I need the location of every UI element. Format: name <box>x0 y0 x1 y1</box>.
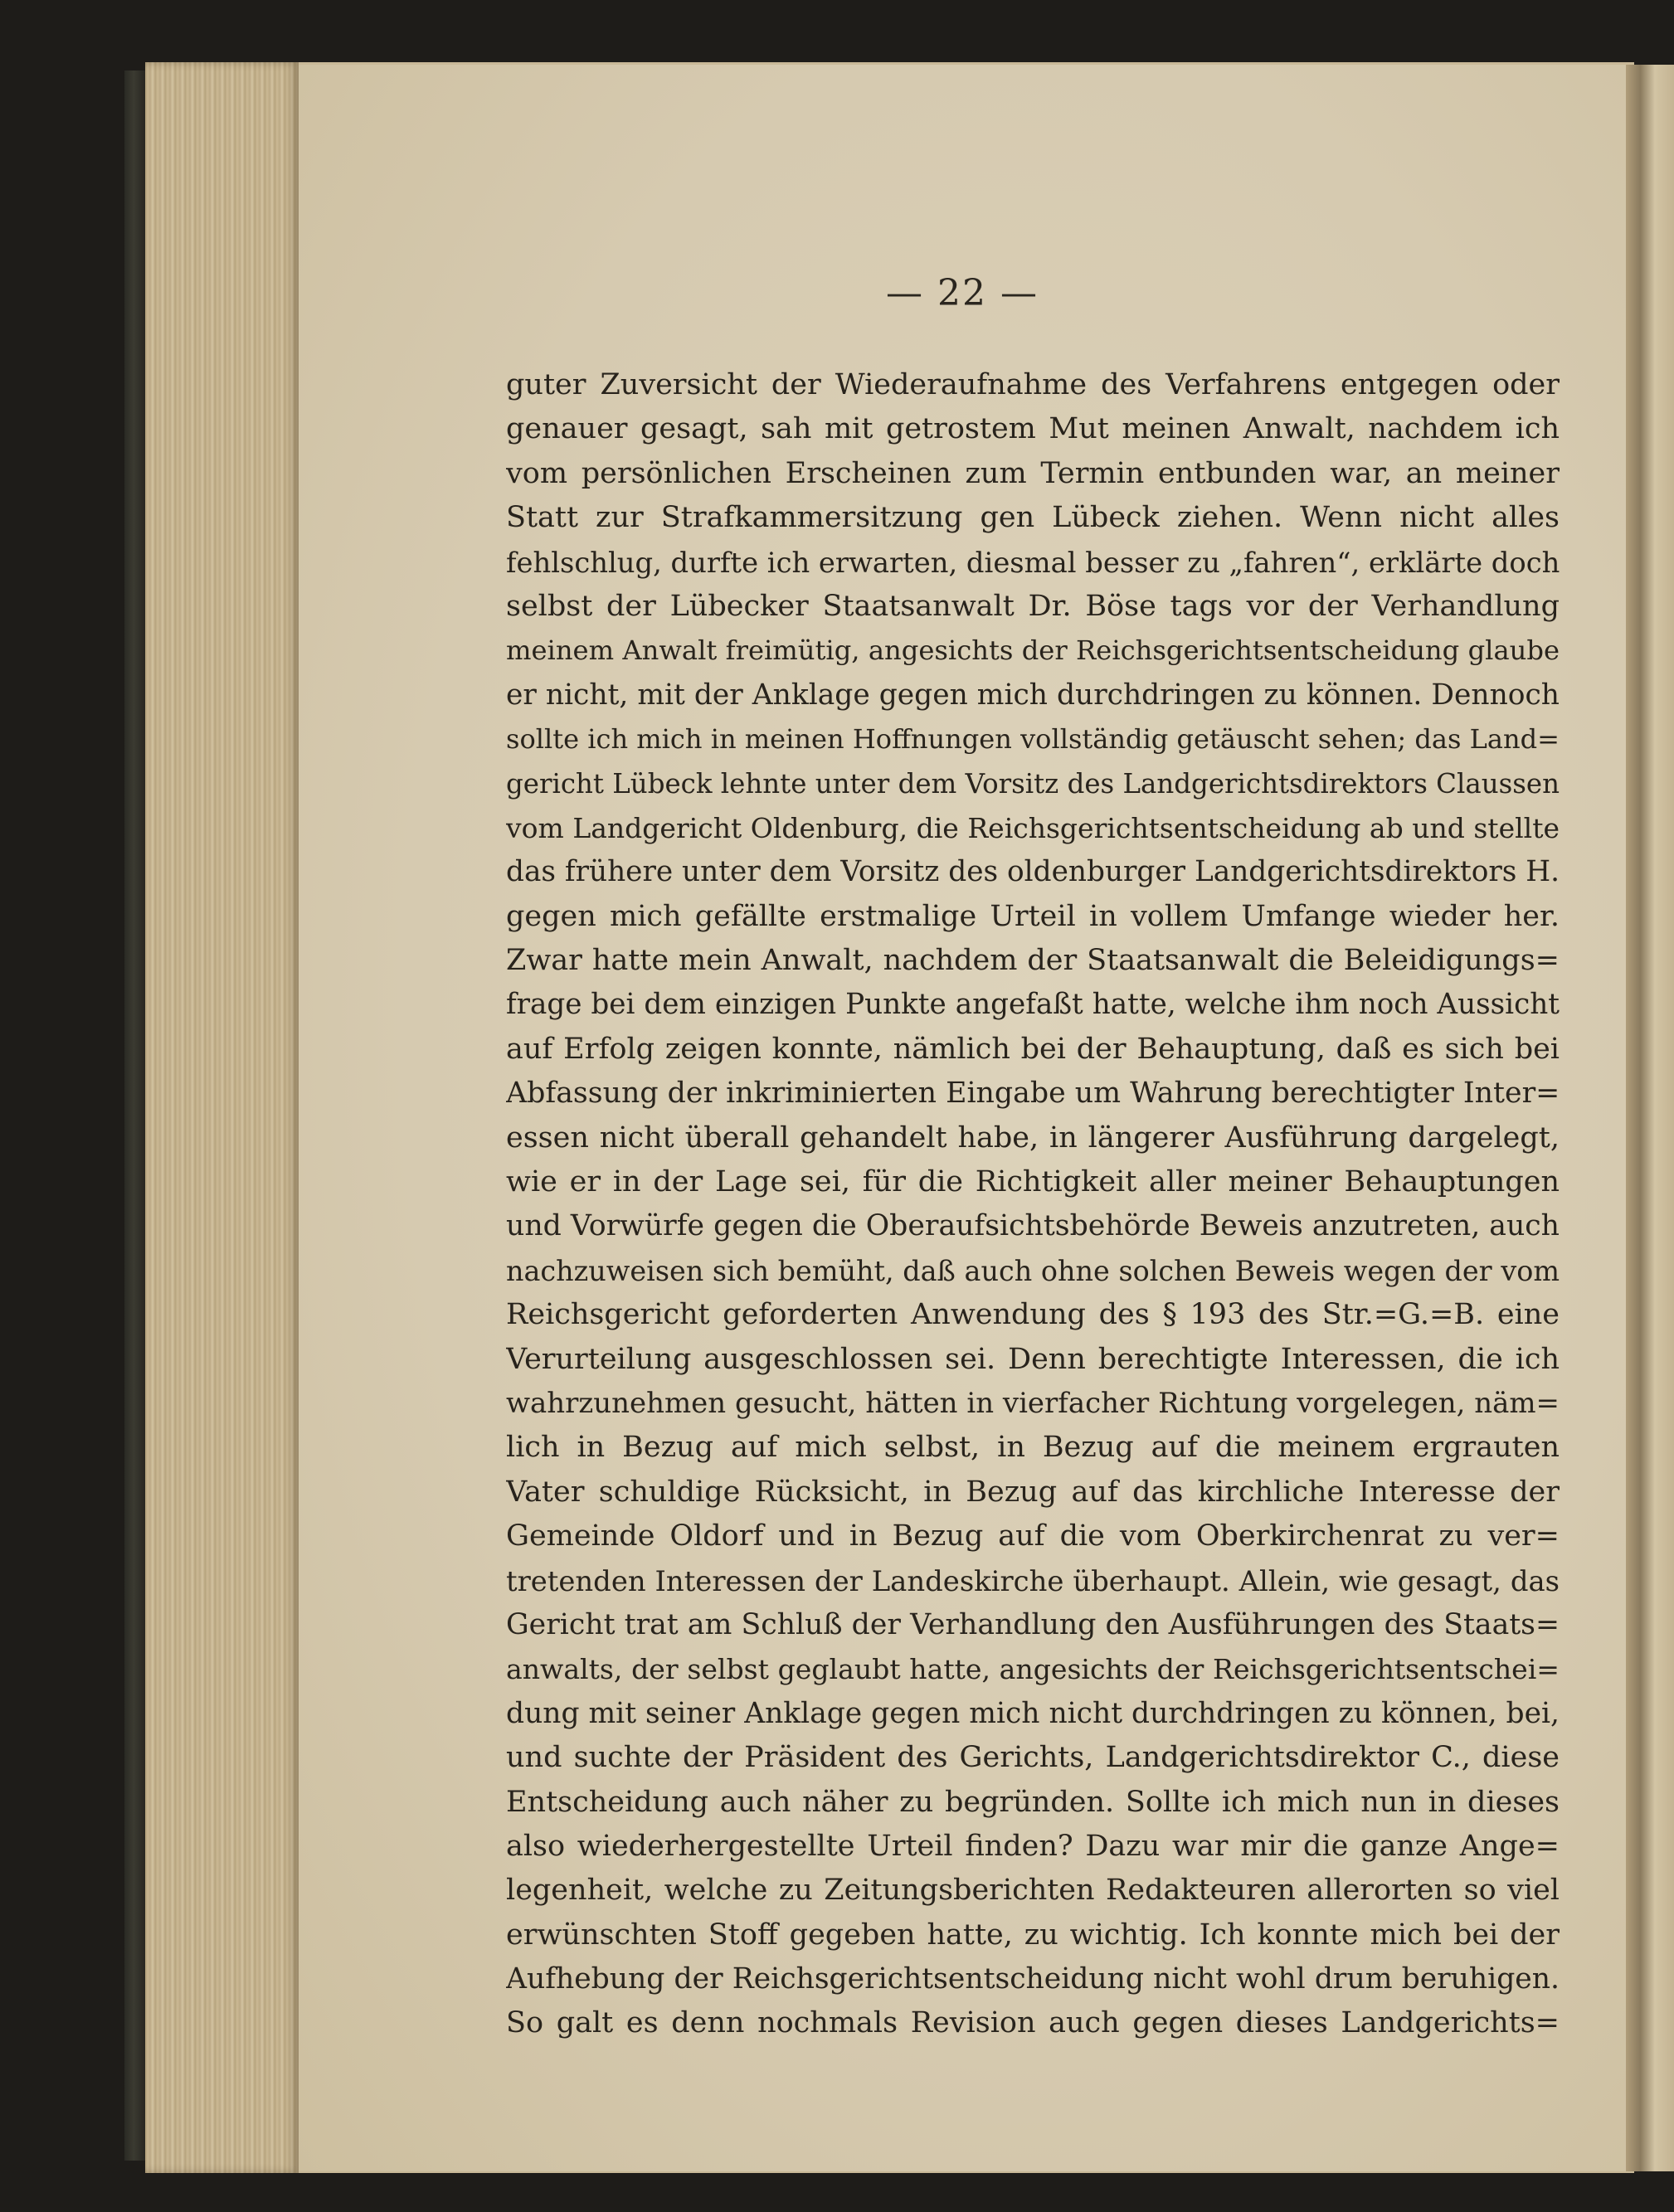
text-line: Gericht trat am Schluß der Verhandlung den Ausführungen des Staats= <box>506 1607 1560 1641</box>
text-line: und suchte der Präsident des Gerichts, Landgerichtsdirektor C., diese <box>506 1741 1560 1775</box>
text-line: Abfassung der inkriminierten Eingabe um Wahrung berechtigter Inter= <box>506 1077 1560 1111</box>
text-line: also wiederhergestellte Urteil finden? Dazu war mir die ganze Ange= <box>506 1829 1560 1863</box>
text-line: Zwar hatte mein Anwalt, nachdem der Staatsanwalt die Beleidigungs= <box>506 944 1560 978</box>
text-line: gegen mich gefällte erstmalige Urteil in vollem Umfange wieder her. <box>506 899 1560 933</box>
page-number: — 22 — <box>886 272 1039 314</box>
facing-page-edge <box>1626 65 1674 2171</box>
text-line: legenheit, welche zu Zeitungsberichten Redakteuren allerorten so viel <box>506 1874 1560 1908</box>
text-line: guter Zuversicht der Wiederaufnahme des Verfahrens entgegen oder <box>506 368 1560 401</box>
text-line: vom Landgericht Oldenburg, die Reichsgerichtsentscheidung ab und stellte <box>506 811 1560 844</box>
text-line: Verurteilung ausgeschlossen sei. Denn berechtigte Interessen, die ich <box>506 1342 1560 1376</box>
book-cover-edge <box>124 70 148 2161</box>
text-line: das frühere unter dem Vorsitz des oldenburger Landgerichtsdirektors H. <box>506 855 1560 889</box>
book-page <box>299 65 1626 2171</box>
text-line: wahrzunehmen gesucht, hätten in vierfacher Richtung vorgelegen, näm= <box>506 1386 1560 1420</box>
text-line: fehlschlug, durfte ich erwarten, diesmal besser zu „fahren“, erklärte doch <box>506 546 1560 579</box>
text-line: er nicht, mit der Anklage gegen mich durchdringen zu können. Dennoch <box>506 678 1560 712</box>
text-line: selbst der Lübecker Staatsanwalt Dr. Böse tags vor der Verhandlung <box>506 589 1560 623</box>
text-line: Vater schuldige Rücksicht, in Bezug auf das kirchliche Interesse der <box>506 1475 1560 1509</box>
text-line: dung mit seiner Anklage gegen mich nicht durchdringen zu können, bei, <box>506 1696 1560 1730</box>
text-line: und Vorwürfe gegen die Oberaufsichtsbehörde Beweis anzutreten, auch <box>506 1209 1560 1243</box>
text-line: So galt es denn nochmals Revision auch gegen dieses Landgerichts= <box>506 2006 1560 2040</box>
text-line: wie er in der Lage sei, für die Richtigkeit aller meiner Behauptungen <box>506 1165 1560 1199</box>
text-line: auf Erfolg zeigen konnte, nämlich bei der Behauptung, daß es sich bei <box>506 1032 1560 1066</box>
text-line: sollte ich mich in meinen Hoffnungen vollständig getäuscht sehen; das Land= <box>506 723 1560 756</box>
text-line: gericht Lübeck lehnte unter dem Vorsitz des Landgerichtsdirektors Claussen <box>506 767 1560 800</box>
text-line: anwalts, der selbst geglaubt hatte, angesichts der Reichsgerichtsentschei= <box>506 1653 1560 1686</box>
text-line: erwünschten Stoff gegeben hatte, zu wichtig. Ich konnte mich bei der <box>506 1918 1560 1952</box>
text-line: tretenden Interessen der Landeskirche überhaupt. Allein, wie gesagt, das <box>506 1564 1560 1597</box>
text-line: vom persönlichen Erscheinen zum Termin entbunden war, an meiner <box>506 456 1560 490</box>
text-line: Aufhebung der Reichsgerichtsentscheidung nicht wohl drum beruhigen. <box>506 1962 1560 1996</box>
text-line: Gemeinde Oldorf und in Bezug auf die vom Oberkirchenrat zu ver= <box>506 1519 1560 1553</box>
text-line: frage bei dem einzigen Punkte angefaßt hatte, welche ihm noch Aussicht <box>506 988 1560 1022</box>
text-line: Entscheidung auch näher zu begründen. Sollte ich mich nun in dieses <box>506 1785 1560 1819</box>
body-text <box>506 363 1560 2046</box>
text-line: meinem Anwalt freimütig, angesichts der Reichsgerichtsentscheidung glaube <box>506 634 1560 667</box>
text-line: essen nicht überall gehandelt habe, in längerer Ausführung dargelegt, <box>506 1121 1560 1155</box>
text-line: lich in Bezug auf mich selbst, in Bezug auf die meinem ergrauten <box>506 1431 1560 1465</box>
text-line: nachzuweisen sich bemüht, daß auch ohne solchen Beweis wegen der vom <box>506 1254 1560 1287</box>
text-line: Statt zur Strafkammersitzung gen Lübeck ziehen. Wenn nicht alles <box>506 501 1560 535</box>
page-edges <box>145 62 299 2173</box>
text-line: Reichsgericht geforderten Anwendung des § 193 des Str.=G.=B. eine <box>506 1298 1560 1332</box>
text-line: genauer gesagt, sah mit getrostem Mut meinen Anwalt, nachdem ich <box>506 412 1560 446</box>
